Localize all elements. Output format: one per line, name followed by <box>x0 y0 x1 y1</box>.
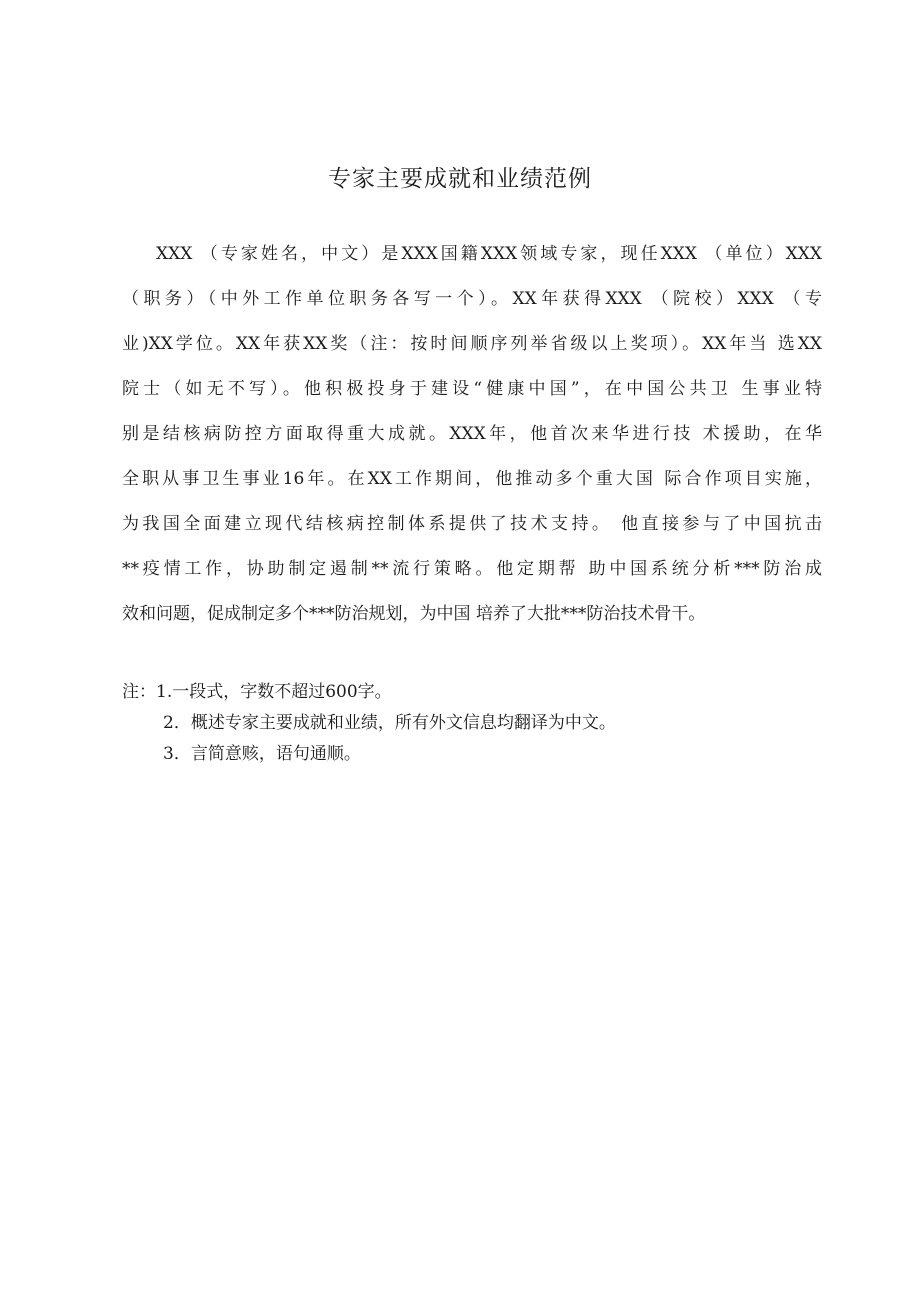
body-line: 别是结核病防控方面取得重大成就。XXX年，他首次来华进行技 术援助，在华 <box>122 424 822 444</box>
note-item-2: 2．概述专家主要成就和业绩，所有外文信息均翻译为中文。 <box>163 713 616 733</box>
notes-section <box>122 677 822 770</box>
body-line: （职务）（中外工作单位职务各写一个）。XX年获得XXX （院校）XXX （专 <box>122 289 822 309</box>
body-paragraph <box>122 232 822 637</box>
body-line: 业)XX学位。XX年获XX奖（注：按时间顺序列举省级以上奖项）。XX年当 选XX <box>122 334 822 354</box>
body-line: 为我国全面建立现代结核病控制体系提供了技术支持。 他直接参与了中国抗击 <box>122 514 822 534</box>
body-line: 全职从事卫生事业16年。在XX工作期间，他推动多个重大国 际合作项目实施， <box>122 469 822 489</box>
note-item-1: 注：1.一段式，字数不超过600字。 <box>122 682 392 702</box>
body-line: XXX （专家姓名，中文）是XXX国籍XXX领域专家，现任XXX （单位）XXX <box>156 244 822 264</box>
document-title: 专家主要成就和业绩范例 <box>328 166 592 192</box>
note-item-3: 3．言简意赅，语句通顺。 <box>163 744 361 764</box>
body-line: 效和问题，促成制定多个***防治规划，为中国 培养了大批***防治技术骨干。 <box>122 604 706 624</box>
body-line: **疫情工作，协助制定遏制**流行策略。他定期帮 助中国系统分析***防治成 <box>122 559 822 579</box>
body-line: 院士（如无不写）。他积极投身于建设“健康中国”，在中国公共卫 生事业特 <box>122 379 822 399</box>
